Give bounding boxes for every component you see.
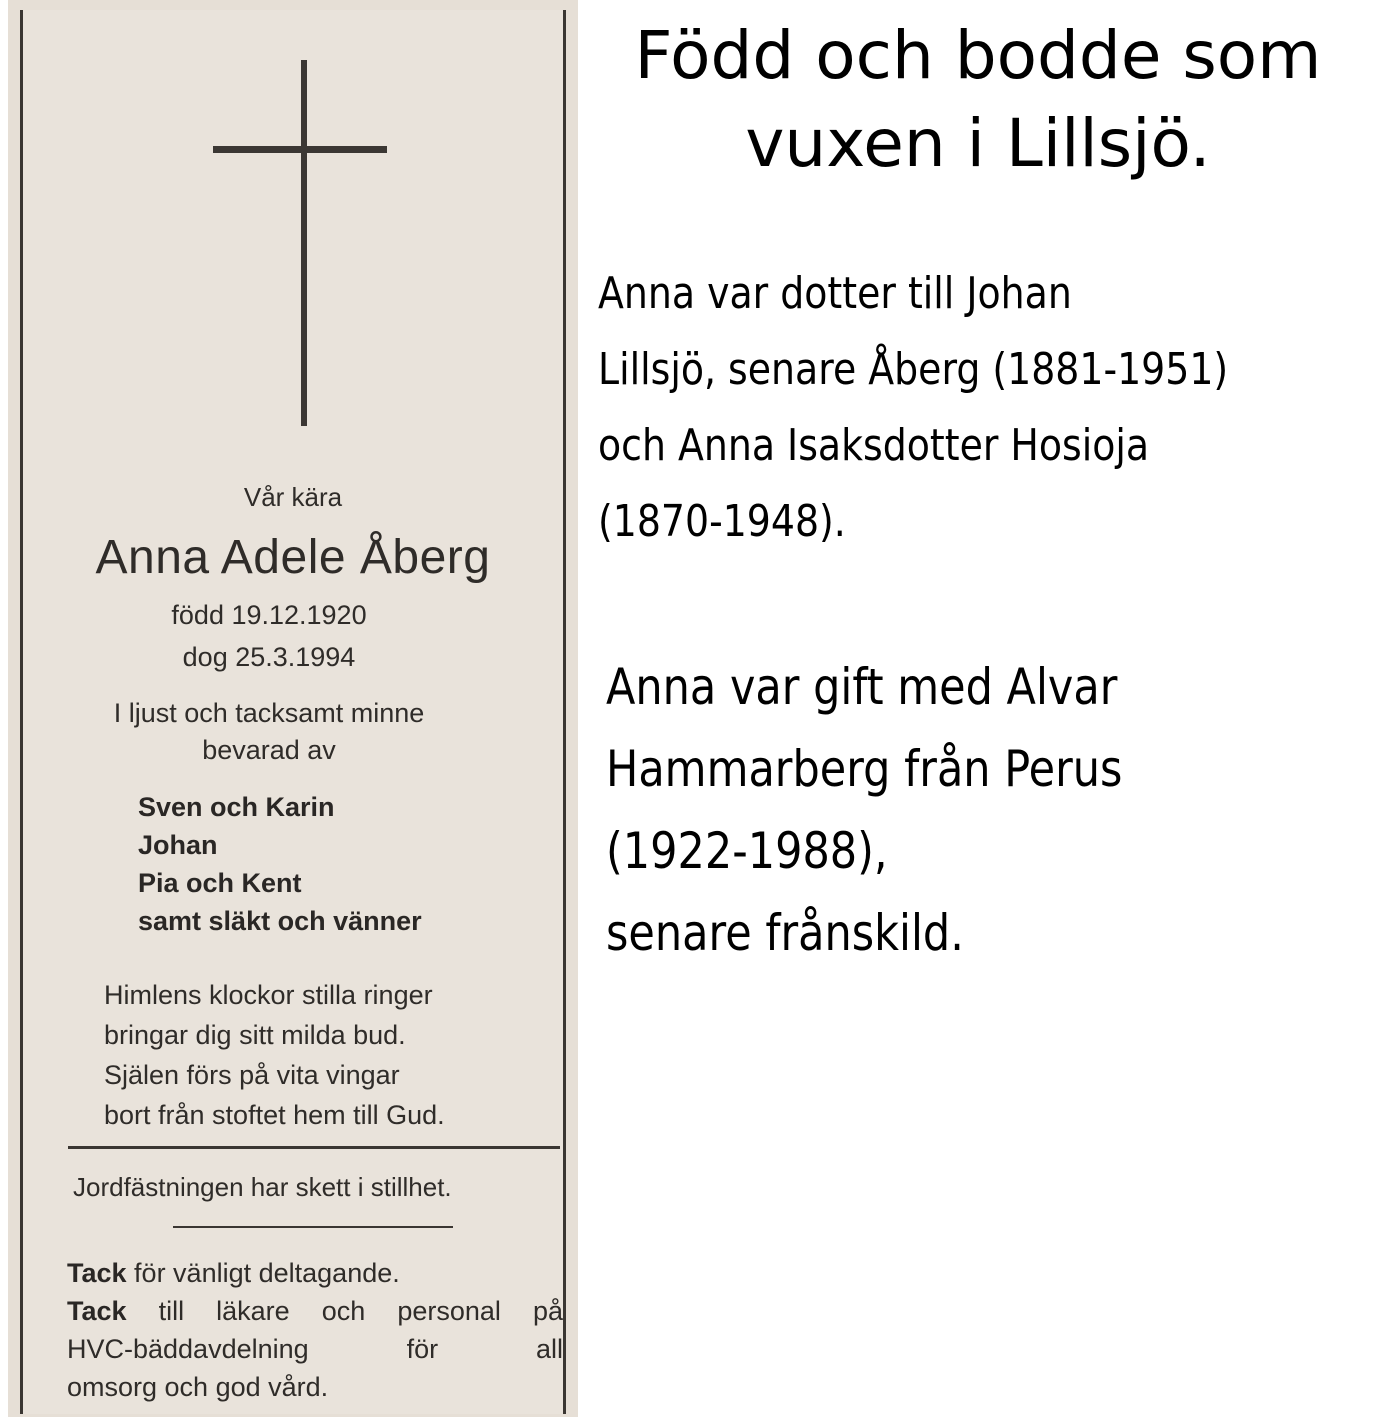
memory-line-1: I ljust och tacksamt minne [113, 698, 425, 728]
marriage-line: Hammarberg från Perus [606, 740, 1123, 798]
family-member: Johan [138, 830, 218, 860]
obituary-greeting: Vår kära [243, 482, 343, 512]
cross-icon [301, 60, 307, 426]
thanks-section [67, 1254, 563, 1406]
divider-short [173, 1226, 453, 1228]
headline [578, 12, 1378, 188]
thanks-text: till läkare och personal på [126, 1296, 563, 1326]
family-member: samt släkt och vänner [138, 906, 422, 936]
poem-line: Himlens klockor stilla ringer [104, 980, 433, 1010]
thanks-line-2 [67, 1292, 563, 1330]
parents-line: Lillsjö, senare Åberg (1881-1951) [598, 344, 1229, 395]
poem-line: bringar dig sitt milda bud. [104, 1020, 406, 1050]
parents-line: (1870-1948). [598, 496, 846, 547]
obituary-clipping [8, 0, 578, 1417]
death-date: dog 25.3.1994 [182, 642, 356, 672]
thanks-word: Tack [67, 1258, 127, 1288]
parents-line: Anna var dotter till Johan [598, 268, 1072, 319]
memory-line-2: bevarad av [202, 735, 336, 765]
family-list [138, 788, 422, 940]
headline-line: Född och bodde som [634, 17, 1322, 94]
thanks-line-1 [67, 1254, 563, 1292]
headline-line: vuxen i Lillsjö. [745, 105, 1211, 182]
marriage-line: senare frånskild. [606, 904, 964, 962]
divider [68, 1146, 560, 1149]
parents-line: och Anna Isaksdotter Hosioja [598, 420, 1150, 471]
poem-line: bort från stoftet hem till Gud. [104, 1100, 445, 1130]
cross-icon-bar [213, 146, 387, 153]
birth-date: född 19.12.1920 [171, 600, 367, 630]
parents-paragraph [598, 256, 1269, 560]
thanks-line-4: omsorg och god vård. [67, 1372, 329, 1402]
obituary-frame [20, 10, 566, 1414]
poem-line: Själen förs på vita vingar [104, 1060, 400, 1090]
obituary-name: Anna Adele Åberg [95, 531, 491, 584]
family-member: Pia och Kent [138, 868, 302, 898]
family-member: Sven och Karin [138, 792, 335, 822]
burial-notice: Jordfästningen har skett i stillhet. [73, 1172, 452, 1202]
marriage-paragraph [606, 646, 1277, 974]
poem [104, 975, 445, 1135]
thanks-text: för vänligt deltagande. [126, 1258, 400, 1288]
marriage-line: (1922-1988), [606, 822, 888, 880]
thanks-word: Tack [67, 1296, 127, 1326]
marriage-line: Anna var gift med Alvar [606, 658, 1118, 716]
thanks-line-3: HVC-bäddavdelning för all [67, 1334, 563, 1364]
